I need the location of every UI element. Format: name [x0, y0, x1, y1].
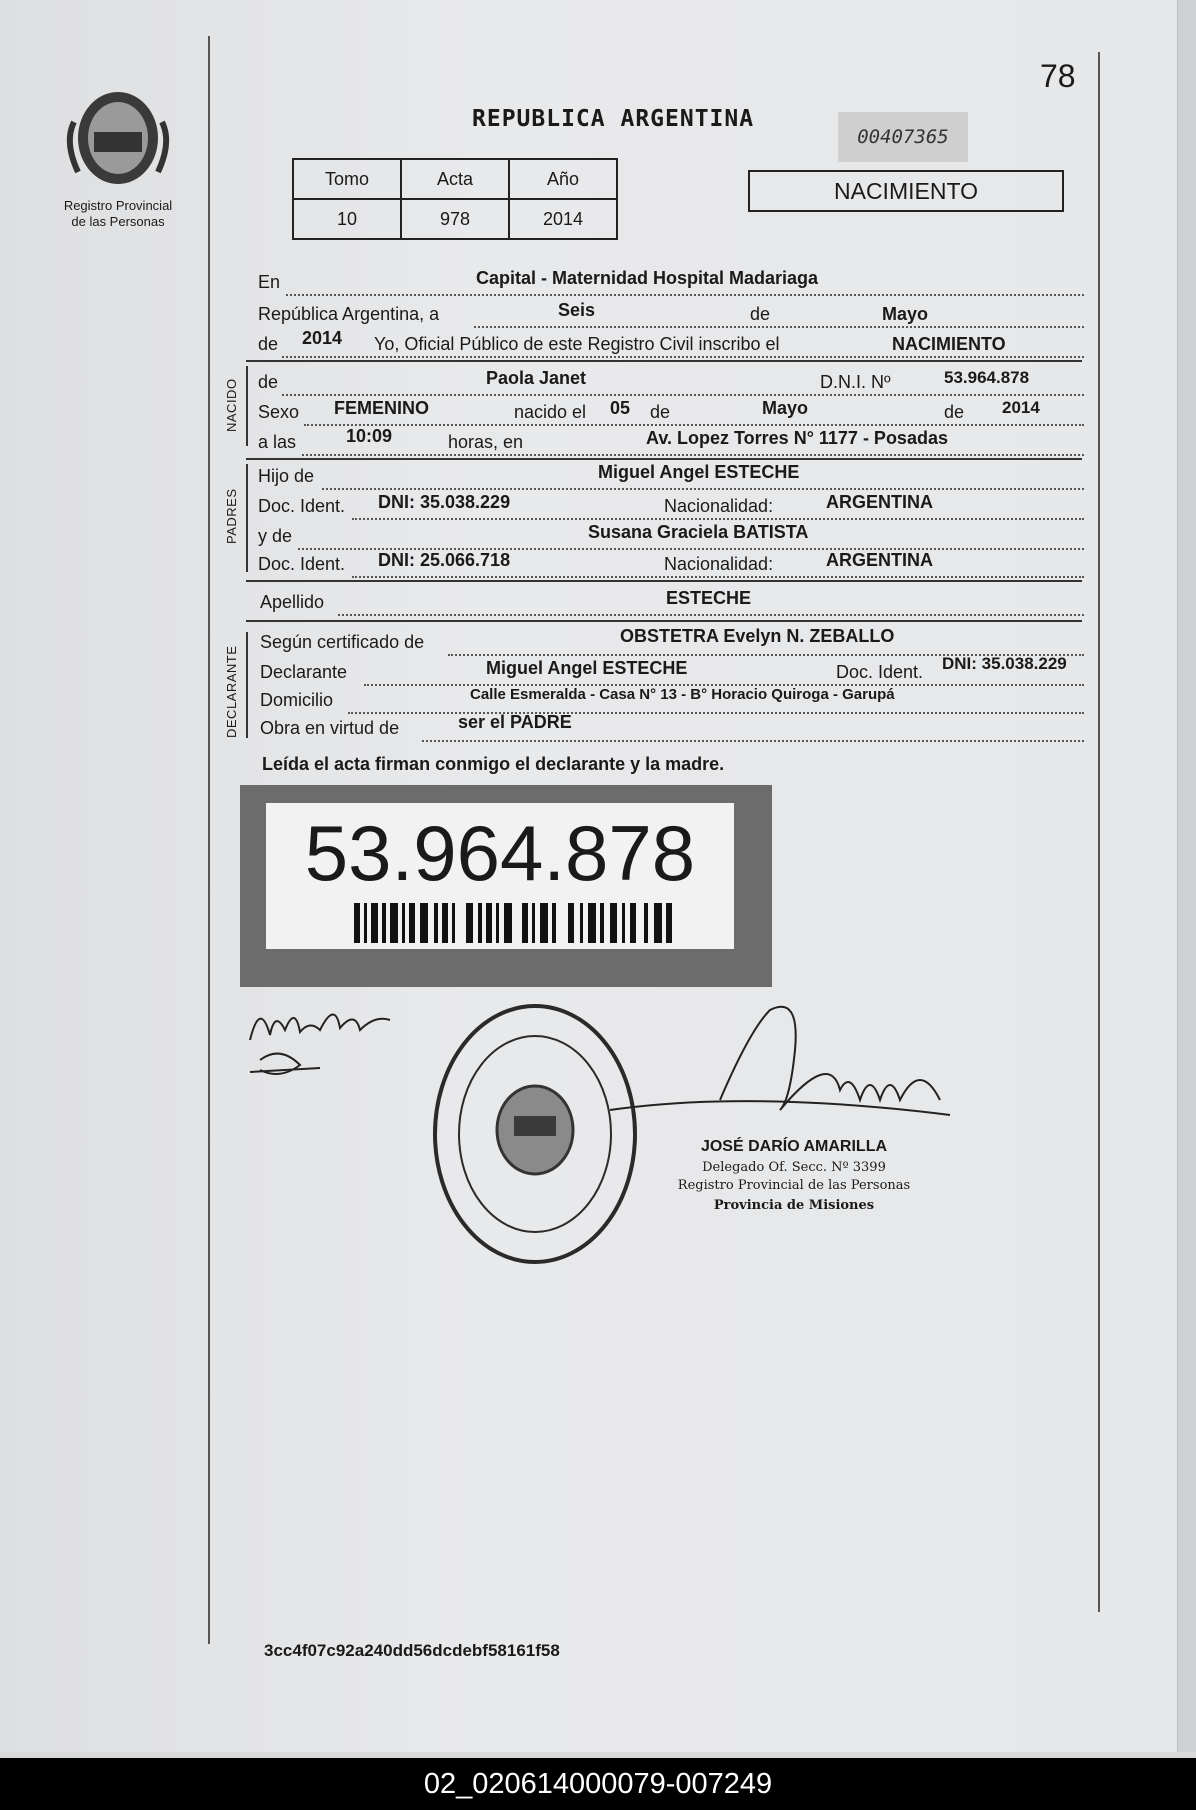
country-title: REPUBLICA ARGENTINA [472, 106, 755, 132]
value-year: 2014 [302, 328, 343, 348]
document-type: NACIMIENTO [748, 170, 1064, 212]
value-father-nat: ARGENTINA [826, 492, 933, 512]
official-org: Registro Provincial de las Personas [677, 1178, 911, 1193]
barcode-number: 53.964.878 [304, 809, 696, 897]
section-padres: PADRES [224, 488, 239, 544]
header-anio: Año [509, 159, 617, 199]
value-cert: OBSTETRA Evelyn N. ZEBALLO [620, 626, 895, 646]
value-address: Av. Lopez Torres N° 1177 - Posadas [646, 428, 948, 448]
barcode-bars [354, 903, 674, 943]
label-doc: Doc. Ident. [258, 554, 346, 574]
value-event: NACIMIENTO [892, 334, 1006, 354]
declarant-signature [240, 990, 410, 1090]
row-nacido-name [258, 368, 1084, 400]
row-domicilio [258, 686, 1084, 718]
value-mother-doc: DNI: 25.066.718 [378, 550, 511, 570]
label-cert: Según certificado de [260, 632, 425, 652]
label-horas-en: horas, en [448, 432, 524, 452]
value-declarante: Miguel Angel ESTECHE [486, 658, 688, 678]
section-nacido: NACIDO [224, 378, 239, 432]
value-day: 05 [610, 398, 631, 418]
value-acta: 978 [401, 199, 509, 239]
header-tomo: Tomo [293, 159, 401, 199]
value-father: Miguel Angel ESTECHE [598, 462, 800, 482]
value-father-doc: DNI: 35.038.229 [378, 492, 511, 512]
divider [246, 458, 1082, 460]
registry-label [52, 198, 184, 230]
label-registro: Yo, Oficial Público de este Registro Civil inscribo el [374, 334, 780, 354]
serial-stamp: 00407365 [838, 112, 968, 162]
province-seal-logo [64, 82, 172, 190]
label-y-de: y de [258, 526, 293, 546]
left-margin-line [208, 36, 210, 1644]
right-margin-line [1098, 52, 1100, 1612]
row-mother-doc [258, 550, 1084, 582]
value-domicilio: Calle Esmeralda - Casa N° 13 - B° Horacio Quiroga - Garupá [470, 686, 895, 703]
value-mother-nat: ARGENTINA [826, 550, 933, 570]
label-apellido: Apellido [260, 592, 325, 612]
row-date [258, 300, 1084, 332]
footer-id: 02_020614000079-007249 [0, 1758, 1196, 1810]
label-declarante: Declarante [260, 662, 348, 682]
official-province: Provincia de Misiones [713, 1198, 875, 1213]
value-tomo: 10 [293, 199, 401, 239]
barcode-inner [266, 803, 734, 949]
declarante-bar [246, 632, 248, 738]
label-obra: Obra en virtud de [260, 718, 400, 738]
official-name: JOSÉ DARÍO AMARILLA [700, 1138, 888, 1155]
label-de2: de [650, 402, 671, 422]
row-father-doc [258, 492, 1084, 524]
label-de3: de [944, 402, 965, 422]
value-place: Capital - Maternidad Hospital Madariaga [476, 268, 819, 288]
header-acta: Acta [401, 159, 509, 199]
value-obra: ser el PADRE [458, 712, 572, 732]
label-en: En [258, 272, 281, 292]
label-sexo: Sexo [258, 402, 300, 422]
value-apellido: ESTECHE [666, 588, 752, 608]
value-sexo: FEMENINO [334, 398, 430, 418]
page-edge [1177, 0, 1196, 1752]
value-name: Paola Janet [486, 368, 587, 388]
row-place [258, 268, 1084, 300]
label-de2: de [258, 334, 279, 354]
divider [246, 620, 1082, 622]
value-doc: DNI: 35.038.229 [942, 654, 1067, 673]
value-month: Mayo [762, 398, 809, 418]
value-dni: 53.964.878 [944, 368, 1030, 387]
divider [246, 580, 1082, 582]
registry-label-line1: Registro Provincial [63, 198, 173, 213]
label-republica: República Argentina, a [258, 304, 440, 324]
row-apellido [258, 588, 1084, 620]
label-nacionalidad: Nacionalidad: [664, 554, 774, 574]
value-hour: 10:09 [346, 426, 393, 446]
official-role: Delegado Of. Secc. Nº 3399 [702, 1160, 886, 1175]
row-father [258, 462, 1084, 494]
section-declarante: DECLARANTE [224, 645, 239, 738]
label-nacido-el: nacido el [514, 402, 587, 422]
row-registro [258, 328, 1084, 362]
label-nacionalidad: Nacionalidad: [664, 496, 774, 516]
registry-label-line2: de las Personas [71, 214, 165, 229]
label-a-las: a las [258, 432, 297, 452]
barcode-sticker [240, 785, 772, 987]
value-anio: 2014 [509, 199, 617, 239]
label-hijo-de: Hijo de [258, 466, 315, 486]
nacido-bar [246, 366, 248, 446]
divider [246, 360, 1082, 362]
label-domicilio: Domicilio [260, 690, 334, 710]
closing-statement: Leída el acta firman conmigo el declarante y la madre. [262, 754, 725, 774]
value-day-word: Seis [558, 300, 596, 320]
label-doc: Doc. Ident. [836, 662, 924, 682]
label-doc: Doc. Ident. [258, 496, 346, 516]
record-table [292, 158, 618, 240]
label-de: de [750, 304, 771, 324]
row-hora [258, 426, 1084, 460]
label-dni: D.N.I. Nº [820, 372, 891, 392]
row-obra [258, 712, 1084, 746]
page-number: 78 [1040, 58, 1076, 94]
value-month: Mayo [882, 304, 929, 324]
label-de: de [258, 372, 279, 392]
value-year: 2014 [1002, 398, 1040, 417]
value-mother: Susana Graciela BATISTA [588, 522, 809, 542]
official-signature [600, 990, 960, 1140]
padres-bar [246, 464, 248, 572]
document-hash: 3cc4f07c92a240dd56dcdebf58161f58 [264, 1641, 560, 1660]
